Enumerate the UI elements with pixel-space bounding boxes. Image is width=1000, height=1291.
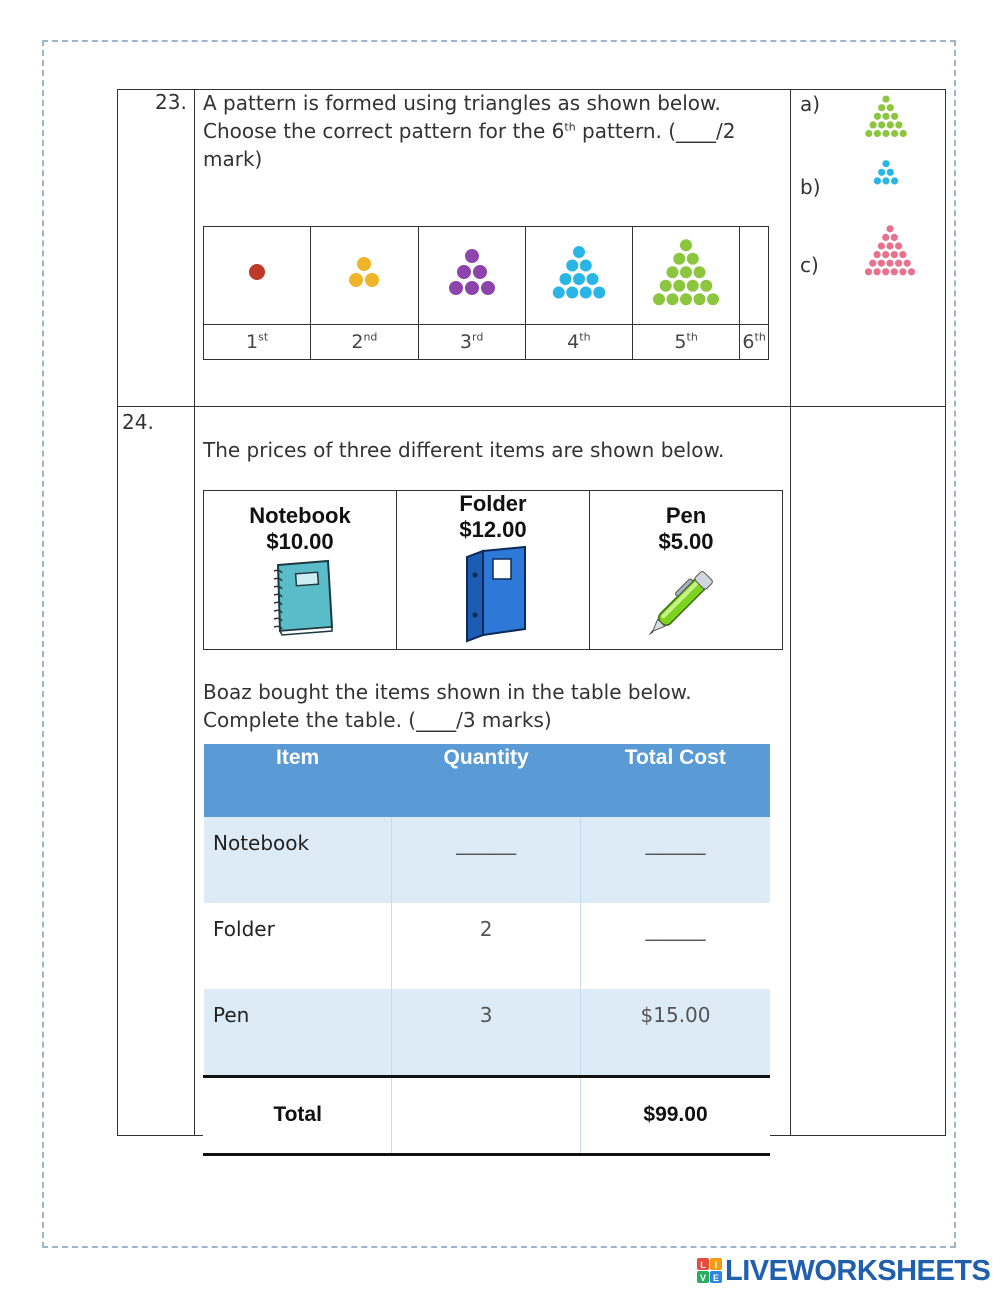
total-quantity bbox=[392, 1077, 581, 1155]
pattern-dot bbox=[566, 287, 578, 299]
pattern-dot bbox=[865, 268, 872, 275]
pattern-dot bbox=[680, 266, 692, 278]
item-price-notebook: $10.00 bbox=[266, 529, 334, 554]
pattern-dot bbox=[874, 130, 881, 137]
header-quantity: Quantity bbox=[392, 744, 581, 817]
option-a-label[interactable]: a) bbox=[800, 92, 821, 116]
svg-text:V: V bbox=[699, 1273, 707, 1283]
item-price-folder: $12.00 bbox=[459, 517, 527, 542]
question-23-line1: A pattern is formed using triangles as shown below. bbox=[203, 91, 721, 115]
pattern-dot bbox=[457, 265, 471, 279]
pattern-dot bbox=[707, 293, 719, 305]
row-pen-item: Pen bbox=[204, 989, 392, 1077]
pattern-dot bbox=[886, 242, 893, 249]
pattern-3-dots bbox=[427, 228, 517, 318]
pattern-dot bbox=[687, 280, 699, 292]
item-price-pen: $5.00 bbox=[658, 529, 714, 554]
pattern-dot bbox=[349, 273, 363, 287]
table-row bbox=[204, 817, 771, 903]
pattern-dot bbox=[882, 177, 889, 184]
pattern-dot bbox=[899, 251, 906, 258]
pattern-dot bbox=[874, 113, 881, 120]
row-folder-cost-blank[interactable]: ______ bbox=[581, 903, 770, 989]
pattern-dot bbox=[365, 273, 379, 287]
table-row bbox=[204, 903, 771, 989]
pattern-dot bbox=[887, 121, 894, 128]
svg-text:E: E bbox=[712, 1273, 720, 1283]
question-23-line2: Choose the correct pattern for the 6th pattern. (____/2 bbox=[203, 119, 736, 143]
folder-icon bbox=[453, 545, 533, 645]
pattern-dot bbox=[586, 273, 598, 285]
question-23-line3: mark) bbox=[203, 147, 263, 171]
pattern-4-dots bbox=[534, 228, 624, 318]
pattern-cell-6[interactable] bbox=[740, 227, 769, 325]
option-a-pattern[interactable] bbox=[855, 94, 917, 140]
price-cell-folder bbox=[397, 491, 590, 650]
purchase-table bbox=[203, 744, 770, 1156]
pattern-dot bbox=[882, 268, 889, 275]
pen-icon bbox=[641, 555, 731, 641]
question-24-intro: The prices of three different items are shown below. bbox=[203, 438, 725, 462]
table-row bbox=[204, 989, 771, 1077]
pattern-dot bbox=[449, 281, 463, 295]
pattern-dot bbox=[680, 293, 692, 305]
pattern-dot bbox=[667, 266, 679, 278]
row-pen-cost: $15.00 bbox=[581, 989, 770, 1077]
price-cell-notebook bbox=[204, 491, 397, 650]
row-notebook-item: Notebook bbox=[204, 817, 392, 903]
pattern-2-dots bbox=[319, 228, 409, 318]
pattern-label-5: 5th bbox=[633, 325, 740, 360]
pattern-dot bbox=[891, 234, 898, 241]
pattern-cell-1 bbox=[204, 227, 311, 325]
pattern-dot bbox=[870, 121, 877, 128]
pattern-dot bbox=[680, 239, 692, 251]
svg-text:L: L bbox=[700, 1260, 706, 1270]
option-c-label[interactable]: c) bbox=[800, 253, 819, 277]
pattern-dot bbox=[878, 242, 885, 249]
pattern-cell-5 bbox=[633, 227, 740, 325]
header-item: Item bbox=[204, 744, 392, 817]
pattern-dot bbox=[895, 242, 902, 249]
logo-text: LIVEWORKSHEETS bbox=[725, 1254, 991, 1287]
pattern-dot bbox=[481, 281, 495, 295]
pattern-dot bbox=[887, 169, 894, 176]
pattern-dot bbox=[891, 251, 898, 258]
question-24-instruction-2: Complete the table. (____/3 marks) bbox=[203, 708, 552, 732]
pattern-1-dots bbox=[212, 228, 302, 318]
pattern-label-4: 4th bbox=[525, 325, 632, 360]
pattern-dot bbox=[580, 287, 592, 299]
pattern-cell-3 bbox=[418, 227, 525, 325]
pattern-dot bbox=[904, 260, 911, 267]
pattern-dot bbox=[891, 177, 898, 184]
total-row bbox=[204, 1077, 771, 1155]
pattern-dot bbox=[673, 280, 685, 292]
pattern-dot bbox=[878, 121, 885, 128]
pattern-dot bbox=[566, 260, 578, 272]
pattern-dot bbox=[908, 268, 915, 275]
liveworksheets-logo bbox=[697, 1256, 990, 1286]
pattern-dot bbox=[886, 260, 893, 267]
item-name-folder: Folder bbox=[459, 491, 527, 516]
pattern-dot bbox=[869, 260, 876, 267]
notebook-icon bbox=[260, 557, 340, 637]
pattern-dot bbox=[899, 268, 906, 275]
row-notebook-cost-blank[interactable]: ______ bbox=[581, 817, 770, 903]
pattern-dot bbox=[687, 253, 699, 265]
pattern-dot bbox=[553, 287, 565, 299]
pattern-dot bbox=[895, 260, 902, 267]
pattern-dot bbox=[660, 280, 672, 292]
pattern-label-1: 1st bbox=[204, 325, 311, 360]
option-c-pattern[interactable] bbox=[855, 222, 925, 280]
question-23-number: 23. bbox=[155, 90, 187, 114]
total-cost: $99.00 bbox=[581, 1077, 770, 1155]
pattern-dot bbox=[667, 293, 679, 305]
pattern-cell-4 bbox=[525, 227, 632, 325]
price-cell-pen bbox=[590, 491, 783, 650]
pattern-dot bbox=[559, 273, 571, 285]
question-24-instructions bbox=[203, 678, 692, 734]
pattern-label-2: 2nd bbox=[311, 325, 418, 360]
pattern-dot bbox=[694, 293, 706, 305]
item-name-pen: Pen bbox=[665, 503, 707, 528]
pattern-dot bbox=[891, 113, 898, 120]
total-label: Total bbox=[204, 1077, 392, 1155]
pattern-dot bbox=[573, 246, 585, 258]
pattern-dot bbox=[878, 104, 885, 111]
pattern-dot bbox=[895, 121, 902, 128]
pattern-dot bbox=[865, 130, 872, 137]
question-24-instruction-1: Boaz bought the items shown in the table below. bbox=[203, 680, 692, 704]
question-24-number: 24. bbox=[122, 410, 154, 434]
pattern-dot bbox=[882, 251, 889, 258]
logo-live-icon bbox=[697, 1258, 723, 1284]
item-name-notebook: Notebook bbox=[249, 503, 351, 528]
header-total-cost: Total Cost bbox=[581, 744, 770, 817]
pattern-dot bbox=[887, 104, 894, 111]
pattern-dot bbox=[653, 293, 665, 305]
pattern-dot bbox=[249, 264, 265, 280]
pattern-label-3: 3rd bbox=[418, 325, 525, 360]
pattern-dot bbox=[882, 96, 889, 103]
pattern-dot bbox=[357, 257, 371, 271]
pattern-dot bbox=[694, 266, 706, 278]
pattern-dot bbox=[580, 260, 592, 272]
pattern-dot bbox=[700, 280, 712, 292]
pattern-dot bbox=[882, 234, 889, 241]
pattern-dot bbox=[465, 249, 479, 263]
pattern-dot bbox=[878, 260, 885, 267]
pattern-label-6: 6th bbox=[740, 325, 769, 360]
pattern-dot bbox=[874, 251, 881, 258]
pattern-dot bbox=[882, 160, 889, 167]
pattern-dot bbox=[465, 281, 479, 295]
pattern-dot bbox=[900, 130, 907, 137]
pattern-dot bbox=[882, 130, 889, 137]
svg-text:I: I bbox=[714, 1260, 718, 1270]
pattern-dot bbox=[891, 268, 898, 275]
pattern-dot bbox=[874, 177, 881, 184]
pattern-dot bbox=[874, 268, 881, 275]
pattern-dot bbox=[882, 113, 889, 120]
row-folder-item: Folder bbox=[204, 903, 392, 989]
pattern-table bbox=[203, 226, 769, 360]
pattern-dot bbox=[593, 287, 605, 299]
option-b-label[interactable]: b) bbox=[800, 175, 821, 199]
row-pen-quantity: 3 bbox=[392, 989, 581, 1077]
option-b-pattern[interactable] bbox=[855, 150, 917, 196]
pattern-cell-2 bbox=[311, 227, 418, 325]
pattern-dot bbox=[473, 265, 487, 279]
question-23-text bbox=[203, 89, 783, 173]
pattern-dot bbox=[878, 169, 885, 176]
row-folder-quantity: 2 bbox=[392, 903, 581, 989]
pattern-dot bbox=[886, 225, 893, 232]
pattern-5-dots bbox=[641, 228, 731, 318]
pattern-dot bbox=[673, 253, 685, 265]
pattern-dot bbox=[891, 130, 898, 137]
price-table bbox=[203, 490, 783, 650]
pattern-dot bbox=[573, 273, 585, 285]
row-notebook-quantity-blank[interactable]: ______ bbox=[392, 817, 581, 903]
